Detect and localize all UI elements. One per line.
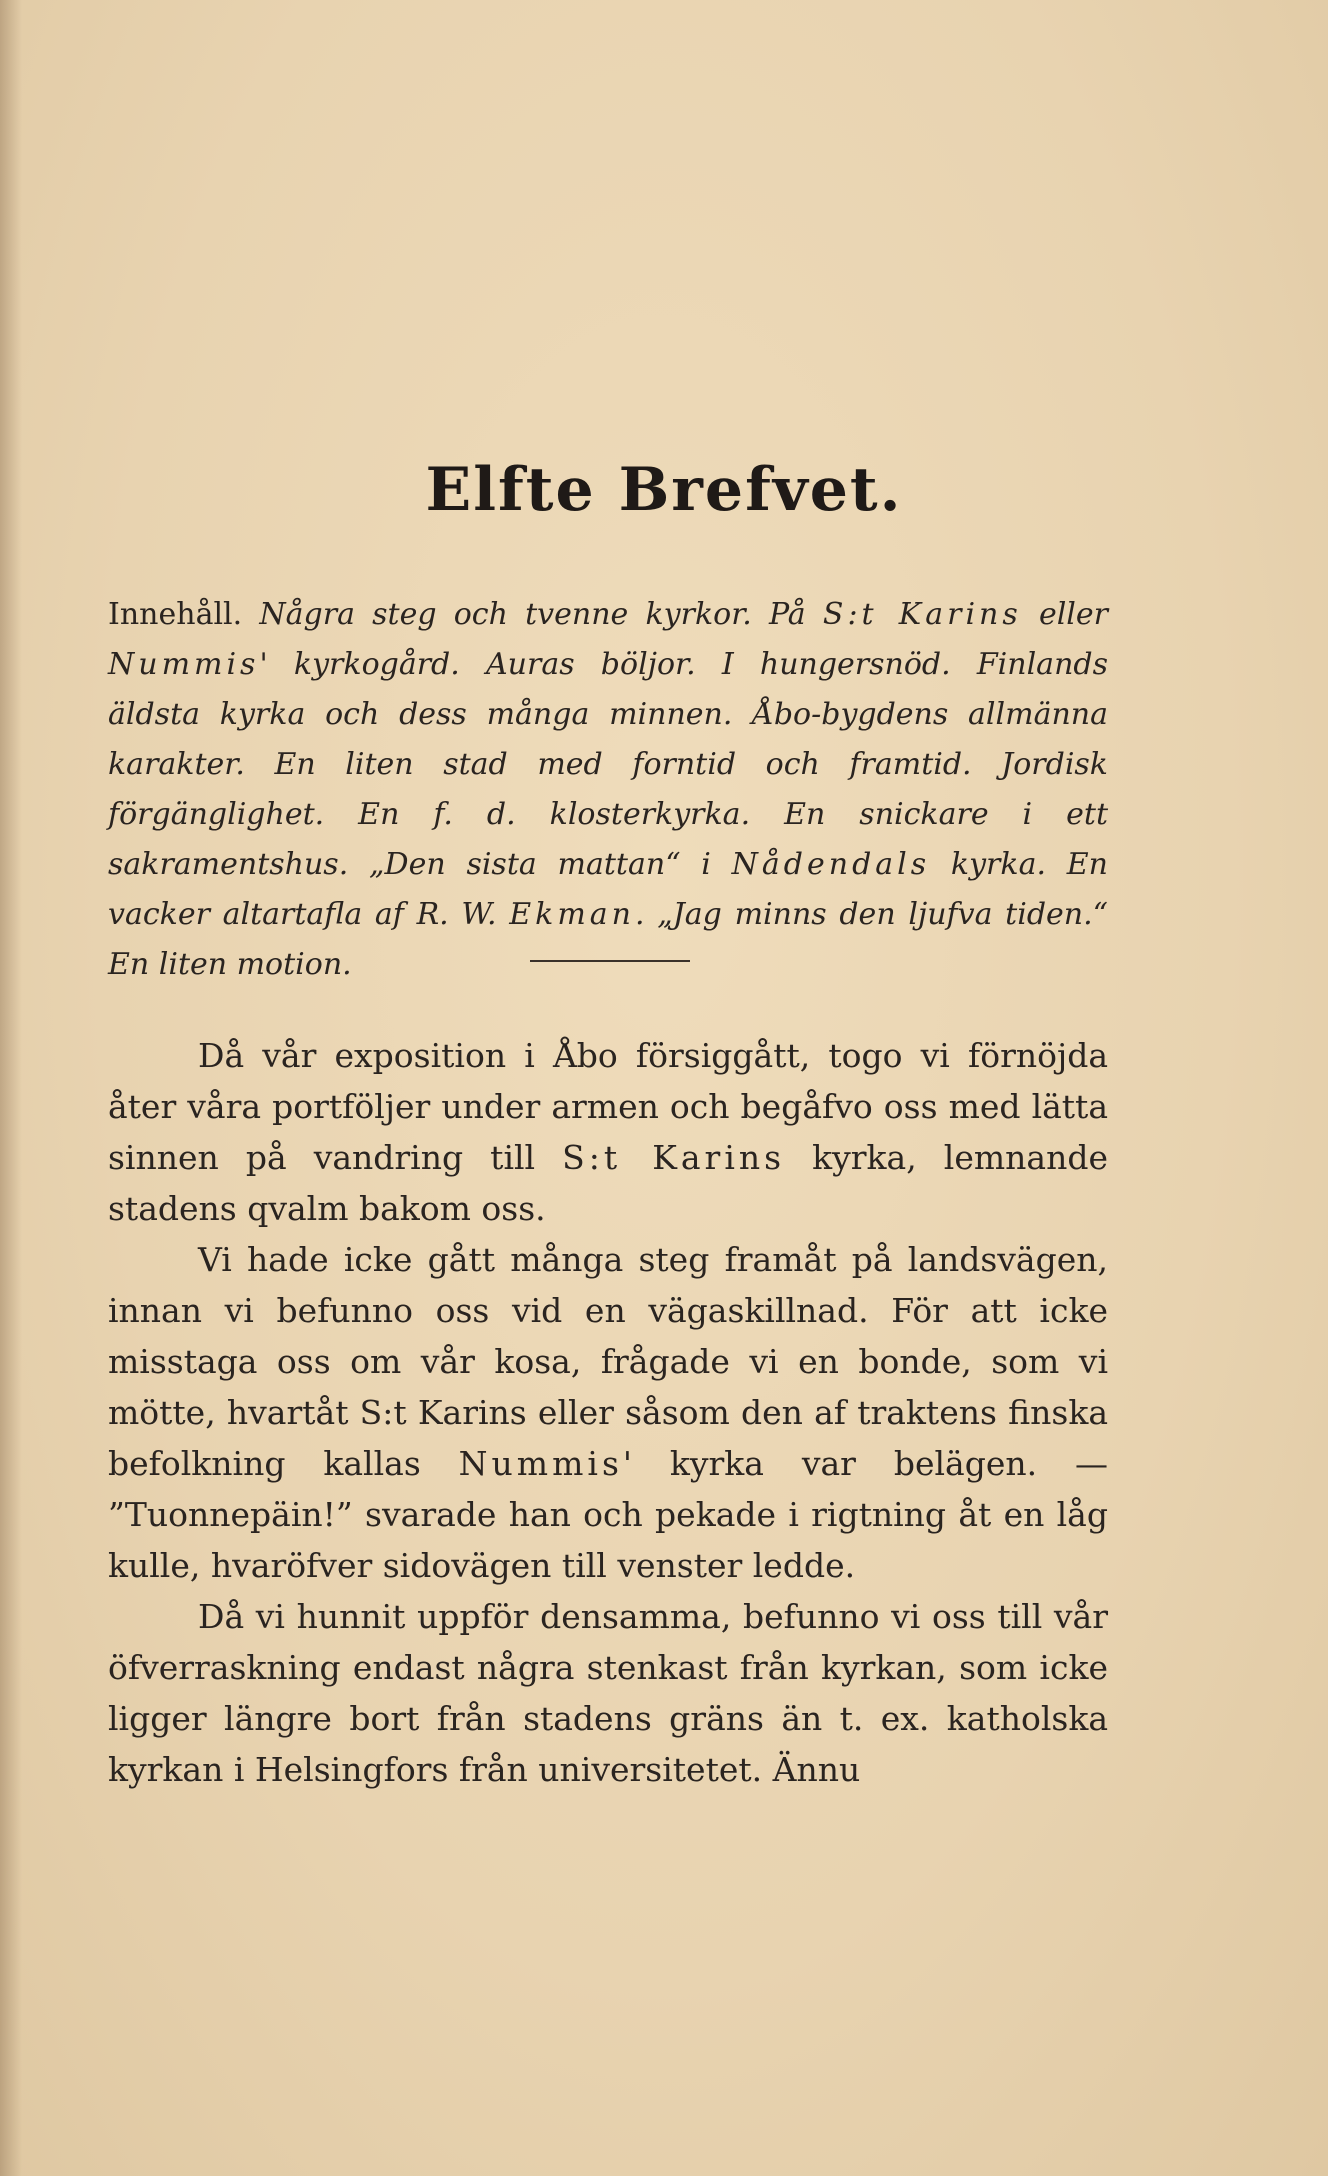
summary-text-2: eller	[1021, 597, 1108, 632]
body-text	[108, 1030, 1108, 1795]
page-fold-shadow	[0, 0, 22, 2176]
paragraph-1	[108, 1030, 1108, 1234]
chapter-heading: Elfte Brefvet.	[425, 455, 903, 525]
summary-spaced-1: S:t Karins	[822, 597, 1022, 632]
paragraph-2	[108, 1234, 1108, 1591]
summary-text-3: ' kyrkogård. Auras böljor. I hungersnöd. Finlands äldsta kyrka och dess många minnen. Åbo-bygdens allmänna karakter. En liten stad med forntid och framtid. Jordisk förgänglighet. En f. d. klosterkyrka. En snickare i ett sakramentshus. „Den sista mattan“ i	[108, 647, 1108, 882]
chapter-summary	[108, 590, 1108, 990]
summary-text-5: . „Jag minns den ljufva tiden.“ En liten motion.	[108, 897, 1108, 982]
summary-label: Innehåll.	[108, 597, 243, 632]
summary-spaced-2: Nummis	[108, 647, 260, 682]
summary-spaced-3: Nådendals	[731, 847, 931, 882]
summary-spaced-4: Ekman	[509, 897, 635, 932]
paragraph-3: Då vi hunnit uppför densamma, befunno vi oss till vår öfverraskning endast några stenkast från kyrkan, som icke ligger längre bort från stadens gräns än t. ex. katholska kyrkan i Helsingfors från universitetet. Ännu	[108, 1597, 1108, 1789]
paragraph-1-spaced: S:t Karins	[562, 1138, 786, 1177]
paragraph-1-text-b: kyrka, lemnande stadens qvalm bakom oss.	[108, 1138, 1108, 1228]
section-divider	[530, 960, 690, 962]
paragraph-1-text-a: Då vår exposition i Åbo försiggått, togo vi förnöjda åter våra portföljer under armen och begåfvo oss med lätta sinnen på vandring till	[108, 1036, 1108, 1177]
summary-text-4: kyrka. En vacker altartafla af R. W.	[108, 847, 1108, 932]
summary-text-1: Några steg och tvenne kyrkor. På	[242, 597, 823, 632]
paragraph-2-spaced: Nummis	[458, 1444, 623, 1483]
paragraph-2-text-a: Vi hade icke gått många steg framåt på landsvägen, innan vi befunno oss vid en vägaskillnad. För att icke misstaga oss om vår kosa, frågade vi en bonde, som vi mötte, hvartåt S:t Karins eller såsom den af traktens finska befolkning kallas	[108, 1240, 1108, 1483]
paragraph-2-text-b: ' kyrka var belägen. — ”Tuonnepäin!” svarade han och pekade i rigtning åt en låg kulle, hvaröfver sidovägen till venster ledde.	[108, 1444, 1108, 1585]
